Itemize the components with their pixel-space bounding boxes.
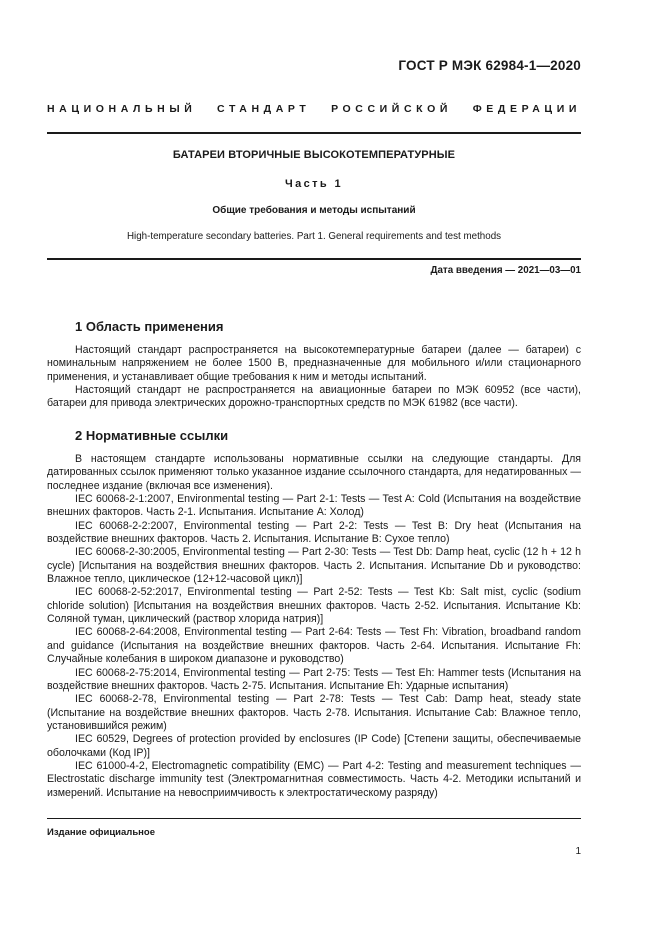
reference-item: IEC 60068-2-1:2007, Environmental testing — Part 2-1: Tests — Test A: Cold (Испытания на воздействие внешних факторов. Часть 2-1. Испытания. Испытание А: Холод) — [47, 493, 581, 519]
document-part: Часть 1 — [284, 178, 344, 190]
reference-item: IEC 60068-2-30:2005, Environmental testing — Part 2-30: Tests — Test Db: Damp heat, cyclic (12 h + 12 h cycle) [Испытания на воздействия внешних факторов. Часть 2. Испытания. Испытание Db и руководство: Влажное тепло, циклическое (12+12-часовой цикл)] — [47, 546, 581, 586]
header-divider — [47, 132, 581, 134]
paragraph: Настоящий стандарт распространяется на высокотемпературные батареи (далее — батареи) с номинальным напряжением не более 1500 В, предназначенные для мобильного и/или стационарного применения, и устанавливает общие требования к ним и методы испытаний. — [47, 344, 581, 383]
reference-item: IEC 60068-2-75:2014, Environmental testing — Part 2-75: Tests — Test Eh: Hammer tests (Испытания на воздействие внешних факторов. Часть 2-75. Испытания. Испытание Eh: Ударные испытания) — [47, 666, 581, 692]
reference-item: IEC 60068-2-2:2007, Environmental testing — Part 2-2: Tests — Test B: Dry heat (Испытания на воздействие внешних факторов. Часть 2. Испытания. Испытание В: Сухое тепло) — [47, 519, 581, 546]
reference-item: IEC 60068-2-52:2017, Environmental testing — Part 2-52: Tests — Test Kb: Salt mist, cyclic (sodium chloride solution) [Испытания на воздействия внешних факторов. Часть 2-52. Испытания. Испытание Kb: Соляной туман, циклический (раствор хлорида натрия)] — [47, 586, 581, 626]
document-title: БАТАРЕИ ВТОРИЧНЫЕ ВЫСОКОТЕМПЕРАТУРНЫЕ — [172, 149, 456, 161]
section-scope — [47, 319, 581, 411]
section-title: 2 Нормативные ссылки — [75, 428, 229, 443]
english-title: High-temperature secondary batteries. Part 1. General requirements and test methods — [126, 231, 502, 242]
edition-note: Издание официальное — [47, 827, 155, 838]
page-number: 1 — [575, 846, 581, 857]
reference-item: IEC 60529, Degrees of protection provided by enclosures (IP Code) [Степени защиты, обеспечиваемые оболочками (Код IP)] — [47, 733, 581, 759]
section-title: 1 Область применения — [75, 319, 224, 334]
reference-item: IEC 60068-2-64:2008, Environmental testing — Part 2-64: Tests — Test Fh: Vibration, broadband random and guidance (Испытания на воздействие внешних факторов. Часть 2-64. Испытания. Испытание Fh: Случайные колебания в широком диапазоне и руководство) — [47, 626, 581, 666]
paragraph: Настоящий стандарт не распространяется на авиационные батареи по МЭК 60952 (все части), батареи для привода электрических дорожно-транспортных средств по МЭК 61982 (все части). — [47, 384, 581, 410]
reference-item: IEC 61000-4-2, Electromagnetic compatibility (EMC) — Part 4-2: Testing and measurement techniques — Electrostatic discharge immunity test (Электромагнитная совместимость. Часть 4-2. Методики испытаний и измерений. Испытание на невосприимчивость к электростатическому разряду) — [47, 759, 581, 799]
standard-code: ГОСТ Р МЭК 62984-1—2020 — [398, 58, 581, 73]
section-normative-references — [47, 428, 581, 800]
footer-divider — [47, 818, 581, 819]
document-subtitle: Общие требования и методы испытаний — [212, 205, 416, 216]
title-divider — [47, 258, 581, 260]
paragraph: В настоящем стандарте использованы нормативные ссылки на следующие стандарты. Для датированных ссылок применяют только указанное издание ссылочного стандарта, для недатированных — последнее издание (включая все изменения). — [47, 453, 581, 492]
reference-item: IEC 60068-2-78, Environmental testing — Part 2-78: Tests — Test Cab: Damp heat, steady state (Испытание на воздействие внешних факторов. Часть 2-78. Испытания. Испытание Cab: Влажное тепло, установившийся режим) — [47, 693, 581, 732]
introduction-date: Дата введения — 2021—03—01 — [430, 265, 581, 276]
national-standard-title: НАЦИОНАЛЬНЫЙ СТАНДАРТ РОССИЙСКОЙ ФЕДЕРАЦИИ — [47, 103, 581, 115]
